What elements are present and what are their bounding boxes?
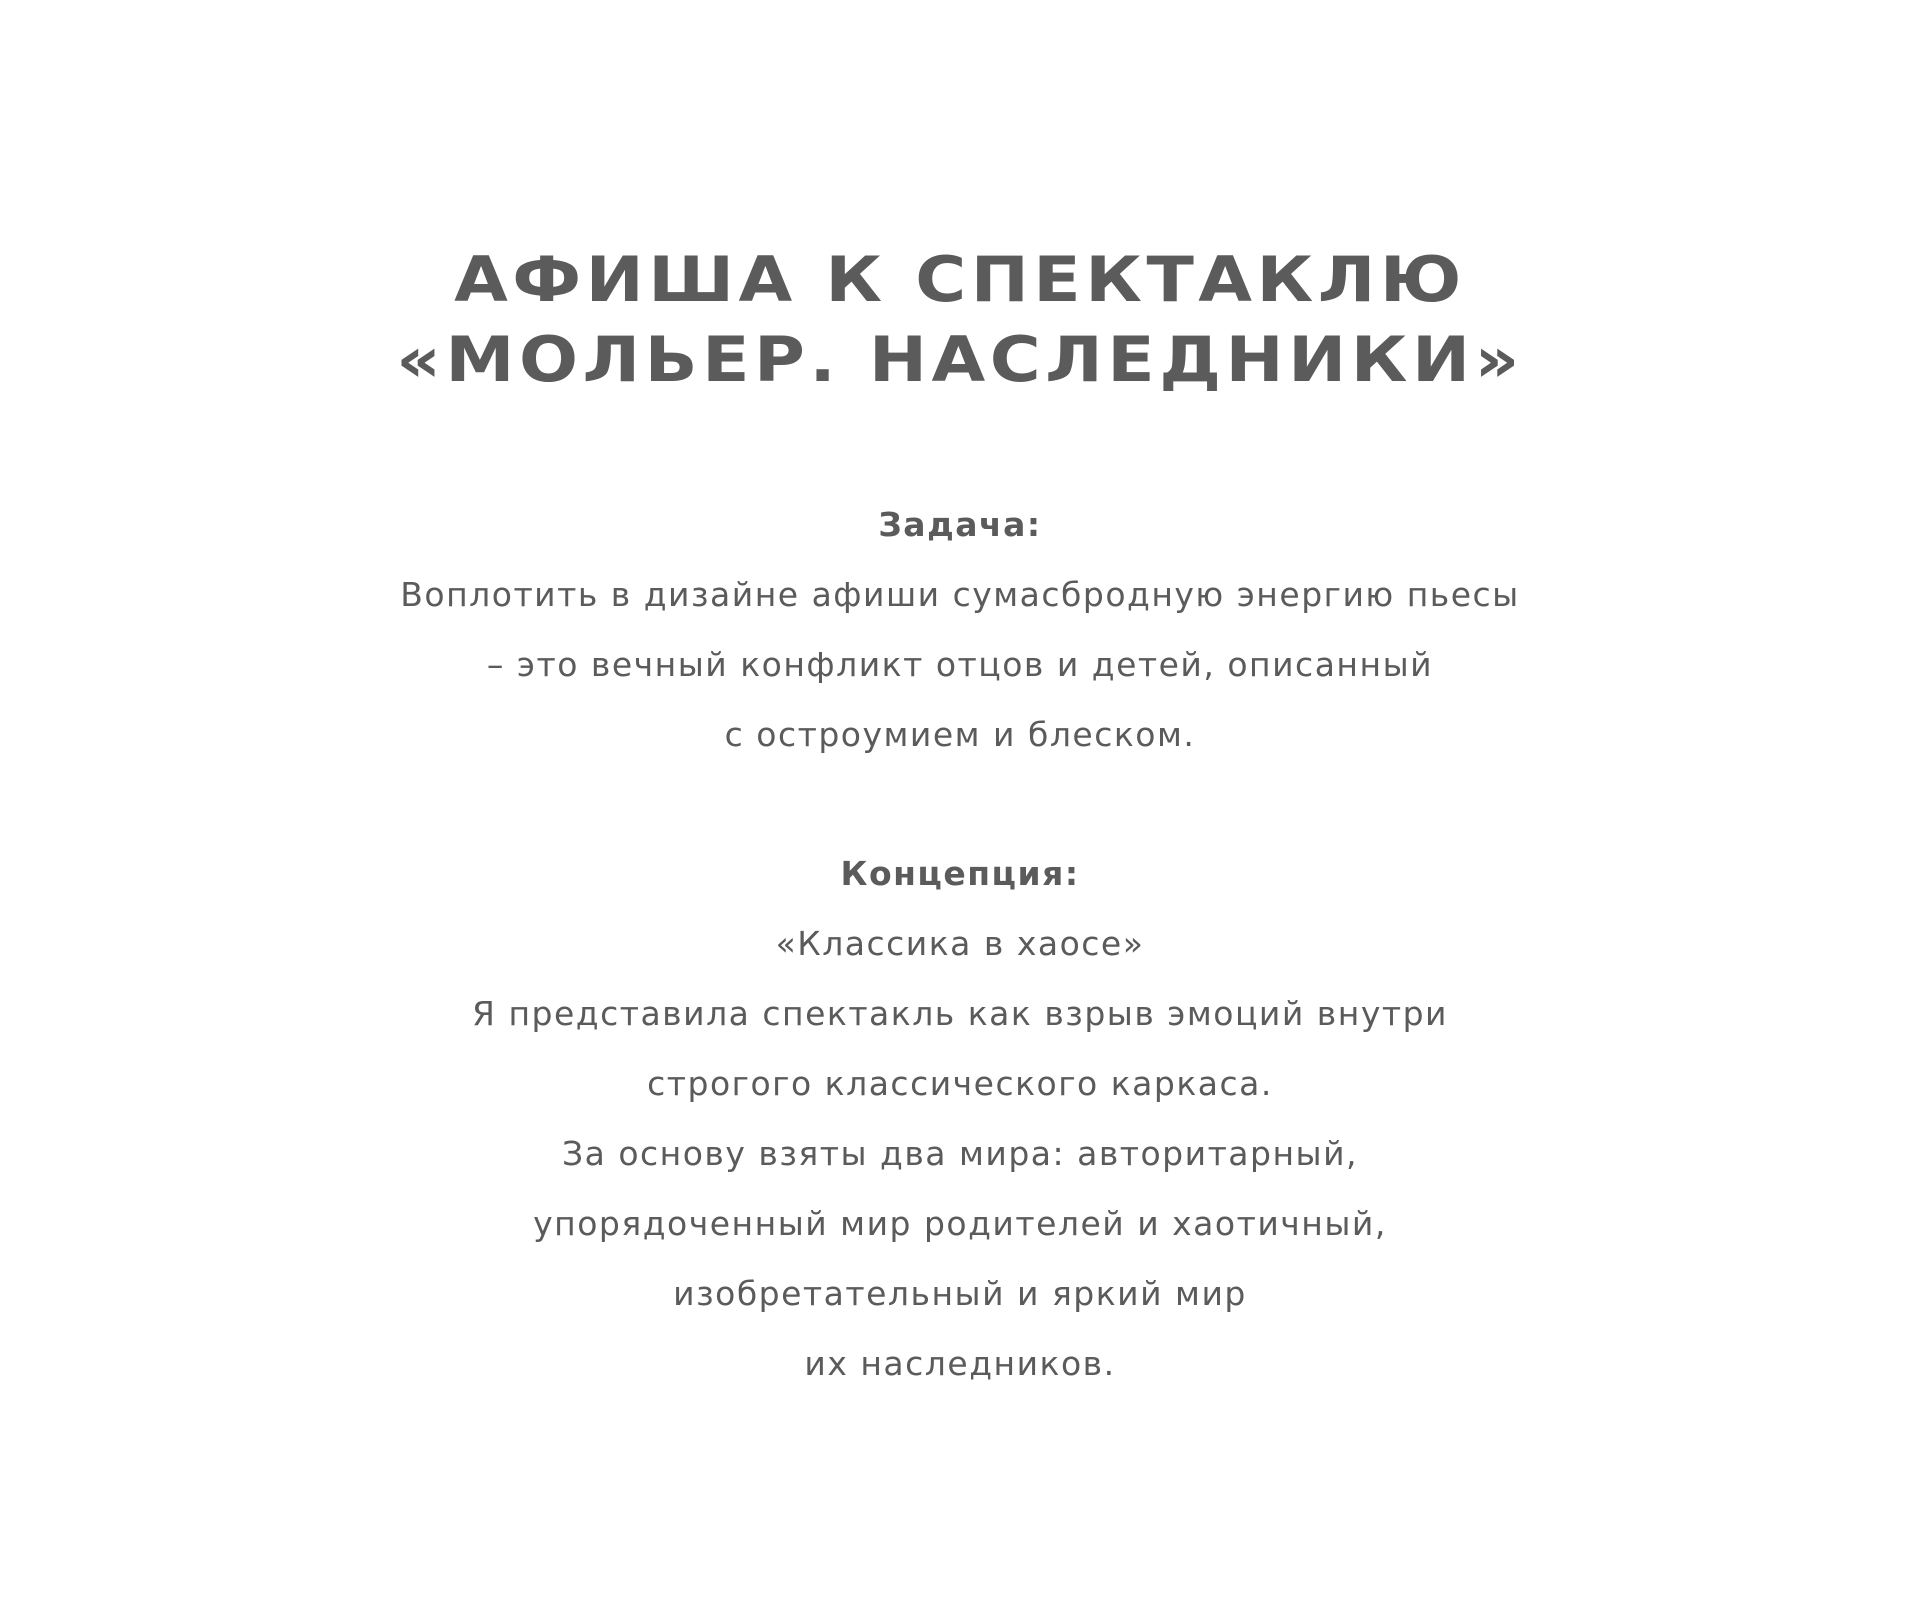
task-heading: Задача: bbox=[878, 505, 1042, 544]
concept-subtitle: «Классика в хаосе» bbox=[775, 924, 1145, 963]
title-line-1: АФИША К СПЕКТАКЛЮ bbox=[454, 242, 1466, 316]
concept-section bbox=[0, 839, 1920, 1399]
task-text-line: – это вечный конфликт отцов и детей, описанный bbox=[486, 645, 1434, 684]
concept-heading: Концепция: bbox=[840, 854, 1080, 893]
page-title bbox=[0, 240, 1920, 400]
task-text-line: Воплотить в дизайне афиши сумасбродную энергию пьесы bbox=[400, 575, 1520, 614]
concept-text-line: их наследников. bbox=[804, 1344, 1116, 1383]
concept-text-line: строгого классического каркаса. bbox=[647, 1064, 1273, 1103]
task-section bbox=[0, 490, 1920, 770]
task-text-line: с остроумием и блеском. bbox=[724, 715, 1196, 754]
concept-text-line: За основу взяты два мира: авторитарный, bbox=[561, 1134, 1359, 1173]
concept-text-line: изобретательный и яркий мир bbox=[673, 1274, 1247, 1313]
concept-text-line: упорядоченный мир родителей и хаотичный, bbox=[533, 1204, 1387, 1243]
concept-text-line: Я представила спектакль как взрыв эмоций внутри bbox=[472, 994, 1448, 1033]
title-line-2: «МОЛЬЕР. НАСЛЕДНИКИ» bbox=[396, 322, 1524, 396]
